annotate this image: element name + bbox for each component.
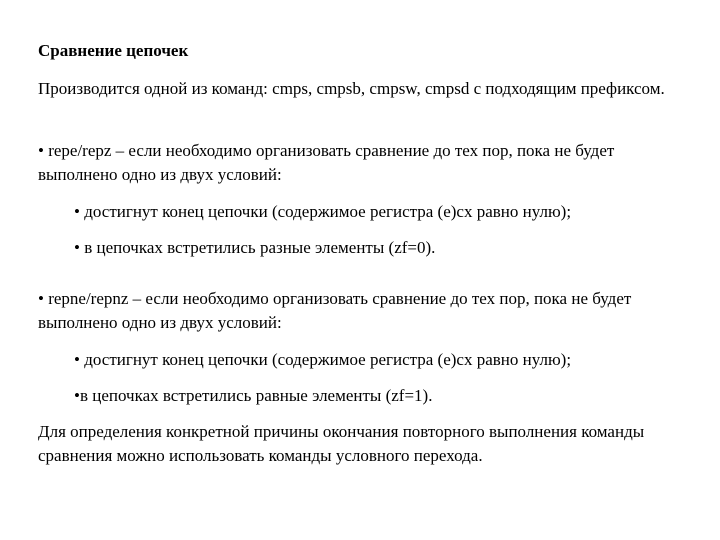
repne-condition-equal-elements: •в цепочках встретились равные элементы (zf=1). [74, 386, 433, 405]
repe-condition-end-of-chain: • достигнут конец цепочки (содержимое регистра (e)cx равно нулю); [74, 202, 572, 221]
conclusion-paragraph: Для определения конкретной причины окончания повторного выполнения команды сравнения можно использовать команды условного перехода. [38, 422, 645, 465]
slide-title: Сравнение цепочек [38, 41, 189, 60]
repne-condition-end-of-chain: • достигнут конец цепочки (содержимое регистра (e)cx равно нулю); [74, 350, 572, 369]
intro-paragraph: Производится одной из команд: cmps, cmpsb, cmpsw, cmpsd с подходящим префиксом. [38, 79, 665, 98]
repne-bullet: • repne/repnz – если необходимо организовать сравнение до тех пор, пока не будет выполнено одно из двух условий: [38, 289, 632, 332]
repe-condition-different-elements: • в цепочках встретились разные элементы (zf=0). [74, 238, 436, 257]
repe-bullet: • repe/repz – если необходимо организовать сравнение до тех пор, пока не будет выполнено одно из двух условий: [38, 141, 615, 184]
